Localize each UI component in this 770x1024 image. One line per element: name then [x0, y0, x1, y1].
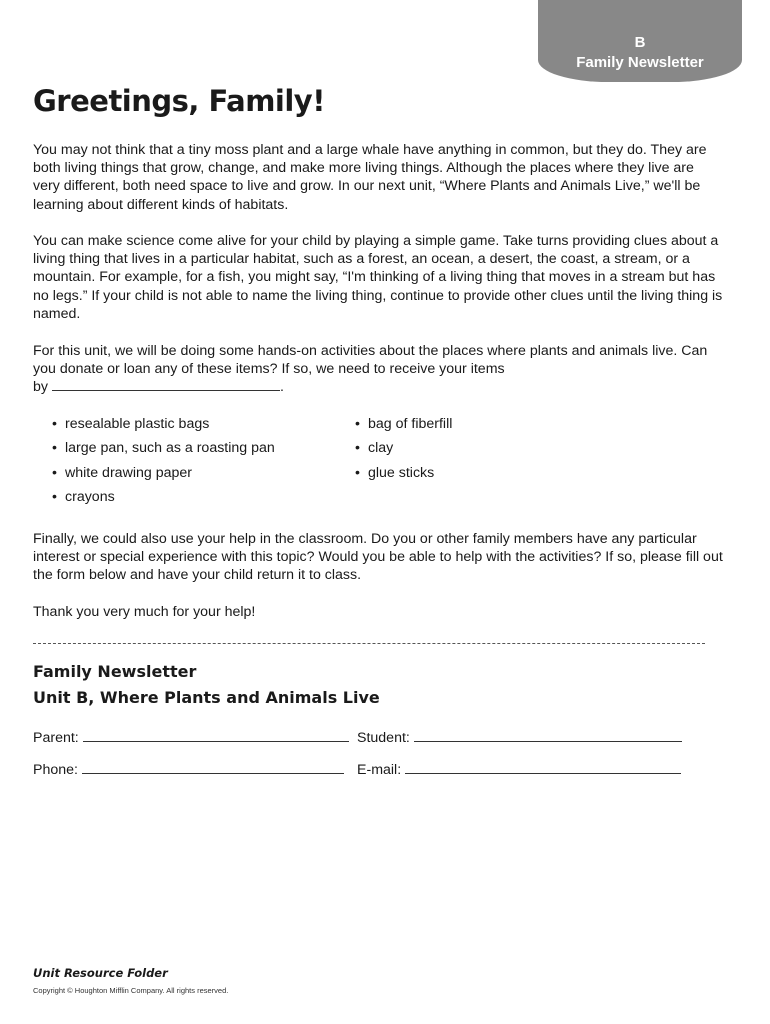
- tab-title: Family Newsletter: [576, 54, 704, 71]
- intro-paragraph: You may not think that a tiny moss plant and a large whale have anything in common, but they do. They are both living things that grow, change, and make more living things. Although the places where they live are very different, both need space to live and grow. In our next unit, “Where Plants and Animals Live,” we'll be learning about different kinds of habitats.: [33, 142, 707, 213]
- donate-paragraph: For this unit, we will be doing some hands-on activities about the places where plants and animals live. Can you donate or loan any of these items? If so, we need to receive your items by .: [33, 343, 708, 396]
- parent-input-line[interactable]: [83, 727, 349, 742]
- donate-by-label: by: [33, 379, 48, 396]
- list-item: • large pan, such as a roasting pan: [52, 436, 275, 460]
- help-paragraph: Finally, we could also use your help in the classroom. Do you or other family members have any particular interest or special experience with this topic? Would you be able to help with the activities? If so, please fill out the form below and have your child return it to class.: [33, 531, 723, 584]
- list-item: • crayons: [52, 485, 275, 509]
- unit-letter: B: [634, 34, 646, 51]
- items-list-left: [52, 412, 275, 509]
- list-item: • glue sticks: [355, 461, 452, 485]
- game-paragraph: You can make science come alive for your child by playing a simple game. Take turns providing clues about a living thing that lives in a particular habitat, such as a forest, an ocean, a desert, the coast, a stream, or a mountain. For example, for a fish, you might say, “I'm thinking of a living thing that moves in a stream but has no legs.” If your child is not able to name the living thing, continue to provide other clues until the living thing is named.: [33, 233, 723, 322]
- student-input-line[interactable]: [414, 727, 682, 742]
- cut-line-divider: [33, 643, 705, 644]
- email-input-line[interactable]: [405, 759, 681, 774]
- email-label: E-mail:: [357, 762, 402, 778]
- form-subtitle: Unit B, Where Plants and Animals Live: [33, 688, 380, 707]
- form-title: Family Newsletter: [33, 662, 197, 681]
- phone-input-line[interactable]: [82, 759, 344, 774]
- phone-field: [33, 759, 344, 778]
- unit-tab: [538, 0, 742, 82]
- items-list-right: [355, 412, 452, 485]
- list-item: • resealable plastic bags: [52, 412, 275, 436]
- parent-field: [33, 727, 349, 746]
- list-item: • clay: [355, 436, 452, 460]
- email-field: [357, 759, 681, 778]
- list-item: • bag of fiberfill: [355, 412, 452, 436]
- phone-label: Phone:: [33, 762, 78, 778]
- student-field: [357, 727, 682, 746]
- list-item: • white drawing paper: [52, 461, 275, 485]
- page-title: Greetings, Family!: [33, 84, 325, 118]
- copyright-notice: Copyright © Houghton Mifflin Company. All rights reserved.: [33, 986, 229, 995]
- footer-title: Unit Resource Folder: [33, 966, 168, 980]
- donate-text: For this unit, we will be doing some hands-on activities about the places where plants and animals live. Can you donate or loan any of these items? If so, we need to receive your items: [33, 343, 708, 378]
- student-label: Student:: [357, 730, 410, 746]
- parent-label: Parent:: [33, 730, 79, 746]
- due-date-blank[interactable]: [52, 378, 280, 391]
- thanks-paragraph: Thank you very much for your help!: [33, 604, 256, 620]
